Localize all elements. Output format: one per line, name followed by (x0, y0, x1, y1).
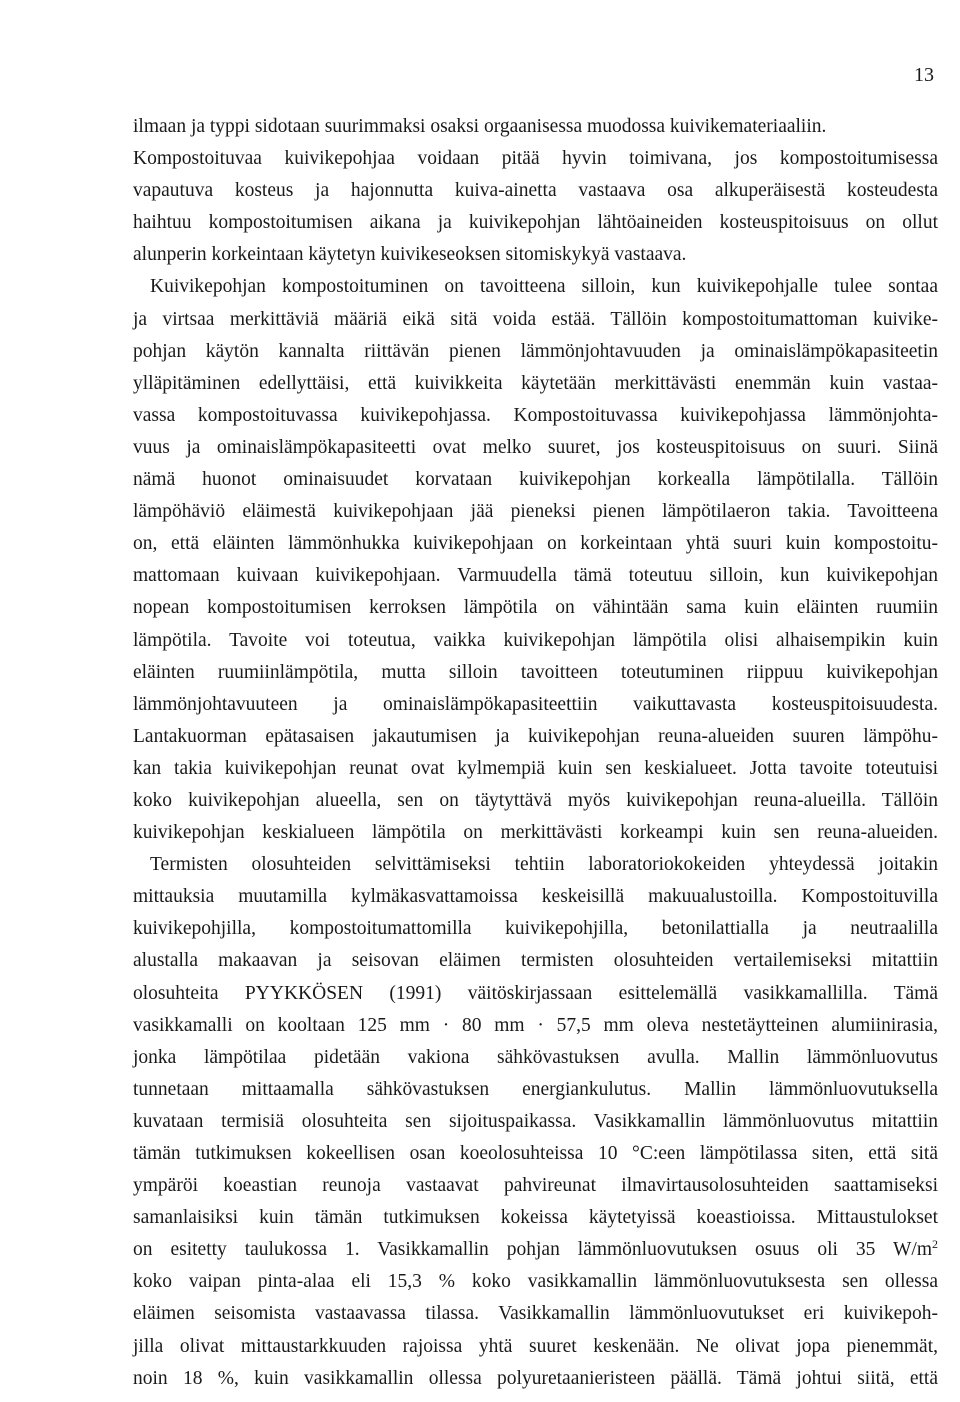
text-line-content: mattomaan kuivaan kuivikepohjaan. Varmuudella tämä toteutuu silloin, kun kuivikepohjan (133, 565, 938, 587)
text-line-content: Termisten olosuhteiden selvittämiseksi tehtiin laboratoriokokeiden yhteydessä joitakin (150, 854, 938, 876)
text-line (133, 304, 938, 336)
text-line-content: tunnetaan mittaamalla sähkövastuksen energiankulutus. Mallin lämmönluovutuksella (133, 1078, 938, 1100)
text-line-content: samanlaisiksi kuin tämän tutkimuksen kokeissa käytetyissä koeastioissa. Mittaustulokset (133, 1207, 938, 1229)
text-line-content: olosuhteita PYYKKÖSEN (1991) väitöskirjassaan esittelemällä vasikkamallilla. Tämä (133, 982, 938, 1004)
text-line-content: lämpötila. Tavoite voi toteutua, vaikka kuivikepohjan lämpötila olisi alhaisempikin kuin (133, 629, 938, 651)
text-line-content: vapautuva kosteus ja hajonnutta kuiva-ainetta vastaava osa alkuperäisestä kosteudesta (133, 180, 938, 202)
text-line-content: nopean kompostoitumisen kerroksen lämpötila on vähintään sama kuin eläinten ruumiin (133, 597, 938, 619)
text-line (133, 143, 938, 175)
text-line (133, 207, 938, 239)
text-line (133, 689, 938, 721)
text-line (133, 1074, 938, 1106)
text-line (133, 528, 938, 560)
text-line (133, 721, 938, 753)
body-text (133, 111, 938, 1395)
text-line-content: lämmönjohtavuuteen ja ominaislämpökapasiteettiin vaikuttavasta kosteuspitoisuudesta. (133, 693, 938, 715)
text-line (133, 881, 938, 913)
text-line-content: on, että eläinten lämmönhukka kuivikepohjaan on korkeintaan yhtä suuri kuin kompostoitu- (133, 533, 938, 555)
text-line-content: on esitetty taulukossa 1. Vasikkamallin pohjan lämmönluovutuksen osuus oli 35 W/m (133, 1239, 932, 1261)
text-line (133, 913, 938, 945)
text-line-content: koko kuivikepohjan alueella, sen on täytyttävä myös kuivikepohjan reuna-alueilla. Tällöin (133, 789, 938, 811)
text-line (133, 592, 938, 624)
text-line (133, 657, 938, 689)
text-line-content: pohjan käytön kannalta riittävän pienen lämmönjohtavuuden ja ominaislämpökapasiteetin (133, 340, 938, 362)
text-line-content: ympäröi koeastian reunoja vastaavat pahvireunat ilmavirtausolosuhteiden saattamiseksi (133, 1175, 938, 1197)
text-line-content: vuus ja ominaislämpökapasiteetti ovat melko suuret, jos kosteuspitoisuus on suuri. Siinä (133, 436, 938, 458)
text-line (133, 560, 938, 592)
text-line (133, 849, 938, 881)
text-line (133, 1234, 938, 1266)
text-line (133, 464, 938, 496)
text-line-content: kuivikepohjan keskialueen lämpötila on merkittävästi korkeampi kuin sen reuna-alueiden. (133, 822, 938, 844)
text-line-content: mittauksia muutamilla kylmäkasvattamoissa keskeisillä makuualustoilla. Kompostoituvilla (133, 886, 938, 908)
text-line (133, 1298, 938, 1330)
text-line (133, 239, 938, 271)
superscript: 2 (932, 1237, 938, 1252)
text-line (133, 1170, 938, 1202)
text-line-content: Kuivikepohjan kompostoituminen on tavoitteena silloin, kun kuivikepohjalle tulee sontaa (150, 276, 938, 298)
text-line (133, 625, 938, 657)
text-line (133, 1363, 938, 1395)
text-line-content: tämän tutkimuksen kokeellisen osan koeolosuhteissa 10 °C:een lämpötilassa siten, että sitä (133, 1143, 938, 1164)
text-line-content: Kompostoituvaa kuivikepohjaa voidaan pitää hyvin toimivana, jos kompostoitumisessa (133, 148, 938, 170)
text-line (133, 336, 938, 368)
text-line-content: haihtuu kompostoitumisen aikana ja kuivikepohjan lähtöaineiden kosteuspitoisuus on ollut (133, 212, 938, 234)
text-line-content: ilmaan ja typpi sidotaan suurimmaksi osaksi orgaanisessa muodossa kuivikemateriaaliin. (133, 116, 827, 137)
text-line (133, 785, 938, 817)
text-line (133, 1202, 938, 1234)
text-line-content: kuvataan termisiä olosuhteita sen sijoituspaikassa. Vasikkamallin lämmönluovutus mitattiin (133, 1110, 938, 1132)
text-line (133, 400, 938, 432)
text-line-content: noin 18 %, kuin vasikkamallin ollessa polyuretaanieristeen päällä. Tämä johtui siitä, että (133, 1367, 938, 1389)
text-line (133, 978, 938, 1010)
text-line-content: nämä huonot ominaisuudet korvataan kuivikepohjan korkealla lämpötilalla. Tällöin (133, 469, 938, 491)
text-line (133, 432, 938, 464)
text-line (133, 945, 938, 977)
text-line-content: jilla olivat mittaustarkkuuden rajoissa yhtä suuret keskenään. Ne olivat jopa pienemmät, (133, 1335, 938, 1357)
text-line-content: ja virtsaa merkittäviä määriä eikä sitä voida estää. Tällöin kompostoitumattoman kuivike- (133, 308, 938, 330)
page-number: 13 (914, 64, 934, 86)
text-line-content: jonka lämpötilaa pidetään vakiona sähkövastuksen avulla. Mallin lämmönluovutus (133, 1046, 938, 1068)
text-line (133, 1010, 938, 1042)
text-line (133, 368, 938, 400)
text-line (133, 111, 938, 143)
text-line (133, 753, 938, 785)
text-line-content: alustalla makaavan ja seisovan eläimen termisten olosuhteiden vertailemiseksi mitattiin (133, 950, 938, 972)
text-line-content: koko vaipan pinta-alaa eli 15,3 % koko vasikkamallin lämmönluovutuksesta sen ollessa (133, 1271, 938, 1293)
text-line (133, 817, 938, 849)
text-line-content: kan takia kuivikepohjan reunat ovat kylmempiä kuin sen keskialueet. Jotta tavoite toteutuisi (133, 757, 938, 779)
text-line-content: vasikkamalli on kooltaan 125 mm · 80 mm · 57,5 mm oleva nestetäytteinen alumiinirasia, (133, 1014, 938, 1036)
text-line (133, 175, 938, 207)
text-line-content: vassa kompostoituvassa kuivikepohjassa. Kompostoituvassa kuivikepohjassa lämmönjohta- (133, 404, 938, 426)
text-line (133, 1042, 938, 1074)
text-line (133, 496, 938, 528)
text-line (133, 1138, 938, 1170)
text-line-content: alunperin korkeintaan käytetyn kuivikeseoksen sitomiskykyä vastaava. (133, 244, 687, 266)
text-line-content: lämpöhäviö eläimestä kuivikepohjaan jää pieneksi pienen lämpötilaeron takia. Tavoitteena (133, 501, 938, 523)
text-line (133, 1331, 938, 1363)
text-line (133, 271, 938, 303)
text-line-content: kuivikepohjilla, kompostoitumattomilla kuivikepohjilla, betonilattialla ja neutraalilla (133, 918, 938, 940)
text-line (133, 1106, 938, 1138)
text-line (133, 1266, 938, 1298)
text-line-content: Lantakuorman epätasaisen jakautumisen ja kuivikepohjan reuna-alueiden suuren lämpöhu- (133, 725, 938, 747)
text-line-content: eläinten ruumiinlämpötila, mutta silloin tavoitteen toteutuminen riippuu kuivikepohjan (133, 661, 938, 683)
text-line-content: ylläpitäminen edellyttäisi, että kuivikkeita käytetään merkittävästi enemmän kuin vastaa- (133, 372, 938, 394)
text-line-content: eläimen seisomista vastaavassa tilassa. Vasikkamallin lämmönluovutukset eri kuivikepoh- (133, 1303, 938, 1325)
